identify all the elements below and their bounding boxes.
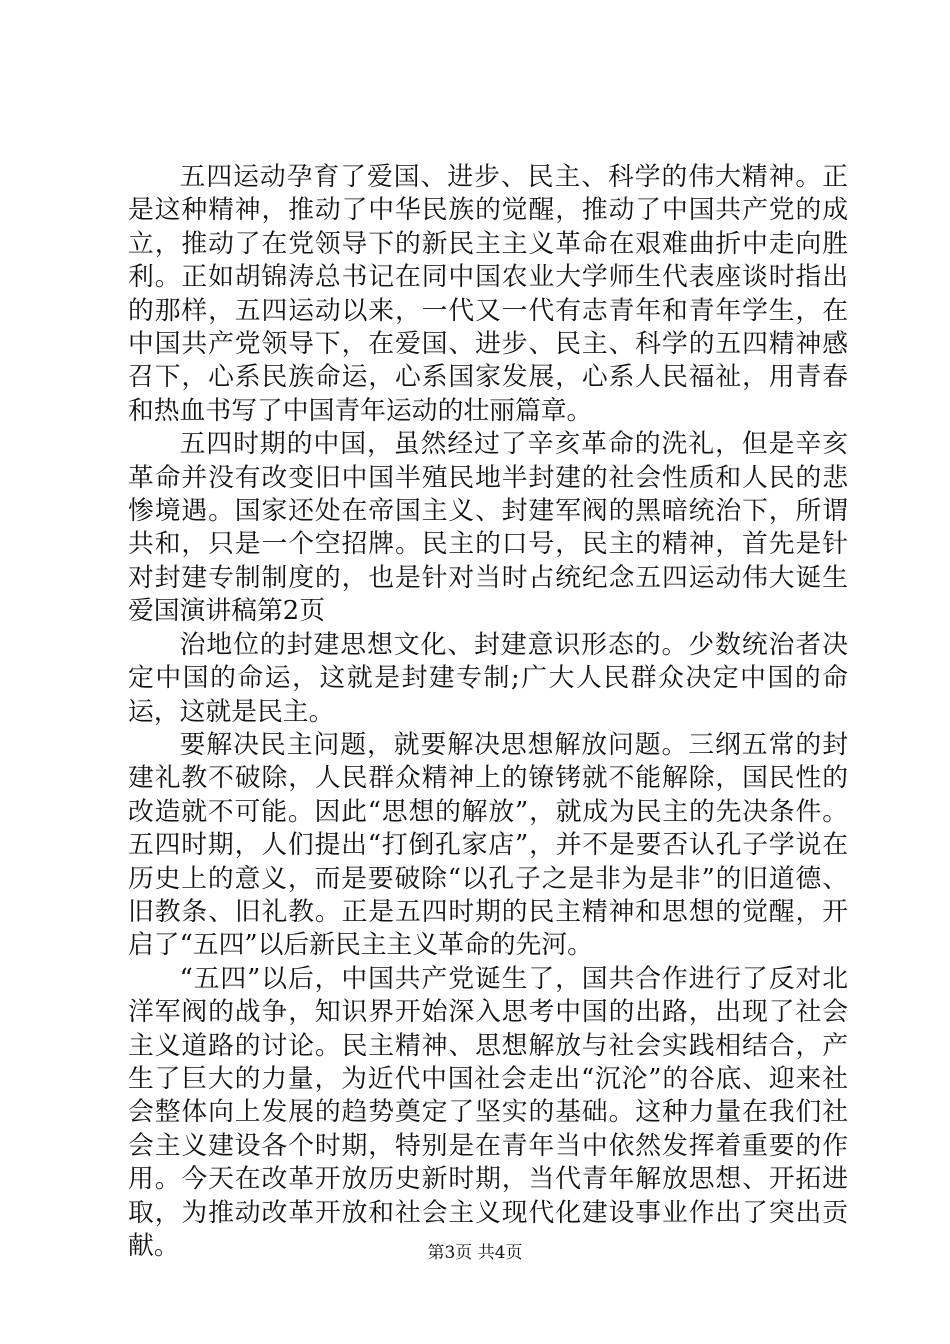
paragraph-2: 五四时期的中国，虽然经过了辛亥革命的洗礼，但是辛亥革命并没有改变旧中国半殖民地半封建的社会性质和人民的悲惨境遇。国家还处在帝国主义、封建军阀的黑暗统治下，所谓共和，只是一个空招牌。民主的口号，民主的精神，首先是针对封建专制制度的，也是针对当时占统纪念五四运动伟大诞生爱国演讲稿第2页 bbox=[128, 429, 848, 627]
paragraph-5: “五四”以后，中国共产党诞生了，国共合作进行了反对北洋军阀的战争，知识界开始深入思考中国的出路，出现了社会主义道路的讨论。民主精神、思想解放与社会实践相结合，产生了巨大的力量，为近代中国社会走出“沉沦”的谷底、迎来社会整体向上发展的趋势奠定了坚实的基础。这种力量在我们社会主义建设各个时期，特别是在青年当中依然发挥着重要的作用。今天在改革开放历史新时期，当代青年解放思想、开拓进取，为推动改革开放和社会主义现代化建设事业作出了突出贡献。 bbox=[128, 963, 848, 1261]
page-number-footer: 第3页 共4页 bbox=[427, 1243, 523, 1263]
paragraph-4: 要解决民主问题，就要解决思想解放问题。三纲五常的封建礼教不破除，人民群众精神上的镣铐就不能解除，国民性的改造就不可能。因此“思想的解放”，就成为民主的先决条件。五四时期，人们提出“打倒孔家店”，并不是要否认孔子学说在历史上的意义，而是要破除“以孔子之是非为是非”的旧道德、旧教条、旧礼教。正是五四时期的民主精神和思想的觉醒，开启了“五四”以后新民主主义革命的先河。 bbox=[128, 729, 848, 961]
paragraph-1: 五四运动孕育了爱国、进步、民主、科学的伟大精神。正是这种精神，推动了中华民族的觉醒，推动了中国共产党的成立，推动了在党领导下的新民主主义革命在艰难曲折中走向胜利。正如胡锦涛总书记在同中国农业大学师生代表座谈时指出的那样，五四运动以来，一代又一代有志青年和青年学生，在中国共产党领导下，在爱国、进步、民主、科学的五四精神感召下，心系民族命运，心系国家发展，心系人民福祉，用青春和热血书写了中国青年运动的壮丽篇章。 bbox=[128, 162, 848, 426]
document-body bbox=[128, 161, 848, 1263]
paragraph-3: 治地位的封建思想文化、封建意识形态的。少数统治者决定中国的命运，这就是封建专制;广大人民群众决定中国的命运，这就是民主。 bbox=[128, 629, 848, 727]
